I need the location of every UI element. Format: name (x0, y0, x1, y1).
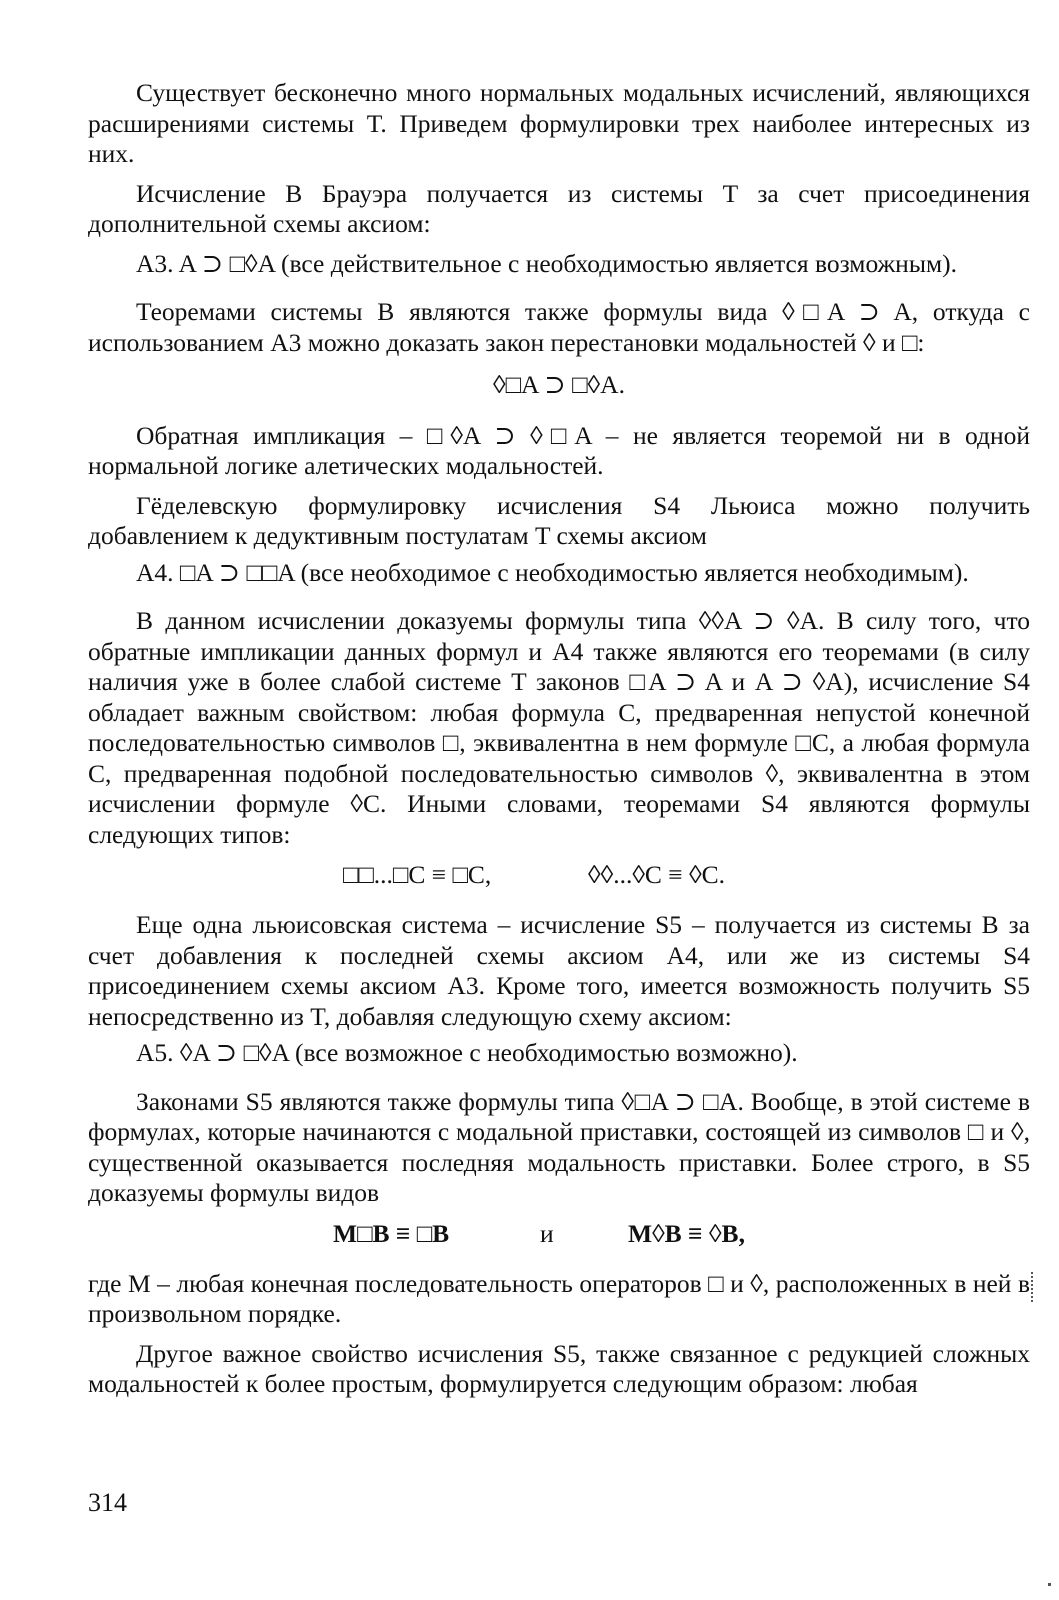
axiom-a4: A4. □A ⊃ □□A (все необходимое с необходимостью является необходимым). (136, 557, 969, 587)
page-number: 314 (88, 1488, 127, 1517)
paragraph-intro: Существует бесконечно много нормальных модальных исчислений, являющихся расширениями системы T. Приведем формулировки трех наиболее интересных из них. (88, 78, 1030, 168)
page-body (88, 78, 1030, 1400)
formula-s4-diamond: ◊◊...◊C ≡ ◊C. (588, 860, 726, 889)
paragraph-s5: Еще одна льюисовская система – исчисление S5 – получается из системы B за счет добавления к последней схемы аксиом A4, или же из системы S4 присоединением схемы аксиом A3. Кроме того, имеется возможность получить S5 непосредственно из T, добавляя следующую схему аксиом: (88, 910, 1030, 1031)
paragraph-s5-reduction: Другое важное свойство исчисления S5, также связанное с редукцией сложных модальностей к более простым, формулируется следующим образом: любая (88, 1338, 1030, 1398)
axiom-a5: A5. ◊A ⊃ □◊A (все возможное с необходимостью возможно). (136, 1038, 798, 1067)
formula-s5-types (88, 1219, 1030, 1251)
formula-s5-and: и (540, 1218, 554, 1248)
paragraph-brouwer: Исчисление B Брауэра получается из системы T за счет присоединения дополнительной схемы аксиом: (88, 178, 1030, 238)
paragraph-s4-properties: В данном исчислении доказуемы формулы типа ◊◊A ⊃ ◊A. В силу того, что обратные импликации данных формул и A4 также являются его теоремами (в силу наличия уже в более слабой системе T законов □A ⊃ A и A ⊃ ◊A), исчисление S4 обладает важным свойством: любая формула C, предваренная непустой конечной последовательностью символов □, эквивалентна в нем формуле □C, а любая формула C, предваренная подобной последовательностью символов ◊, эквивалентна в этом исчислении формуле ◊C. Иными словами, теоремами S4 являются формулы следующих типов: (88, 606, 1030, 849)
paragraph-m-definition: где M – любая конечная последовательность операторов □ и ◊, расположенных в ней в произвольном порядке. (88, 1268, 1030, 1328)
margin-marks (1031, 1272, 1039, 1302)
formula-s5-box: M□B ≡ □B (333, 1218, 450, 1248)
paragraph-godel-s4: Гёделевскую формулировку исчисления S4 Льюиса можно получить добавлением к дедуктивным постулатам T схемы аксиом (88, 490, 1030, 550)
axiom-a3: A3. A ⊃ □◊A (все действительное с необходимостью является возможным). (136, 248, 957, 278)
paragraph-converse: Обратная импликация – □◊A ⊃ ◊□A – не является теоремой ни в одной нормальной логике алетических модальностей. (88, 420, 1030, 480)
scan-speck (1048, 1583, 1051, 1586)
formula-s4-types (88, 860, 1030, 892)
paragraph-theorems-b: Теоремами системы B являются также формулы вида ◊□A ⊃ A, откуда с использованием A3 можно доказать закон перестановки модальностей ◊ и □: (88, 297, 1030, 357)
formula-permutation: ◊□A ⊃ □◊A. (493, 370, 625, 399)
formula-s4-box: □□...□C ≡ □C, (343, 860, 492, 889)
formula-s5-diamond: M◊B ≡ ◊B, (628, 1218, 745, 1248)
paragraph-s5-laws: Законами S5 являются также формулы типа ◊□A ⊃ □A. Вообще, в этой системе в формулах, которые начинаются с модальной приставки, состоящей из символов □ и ◊, существенной оказывается последняя модальность приставки. Более строго, в S5 доказуемы формулы видов (88, 1086, 1030, 1207)
